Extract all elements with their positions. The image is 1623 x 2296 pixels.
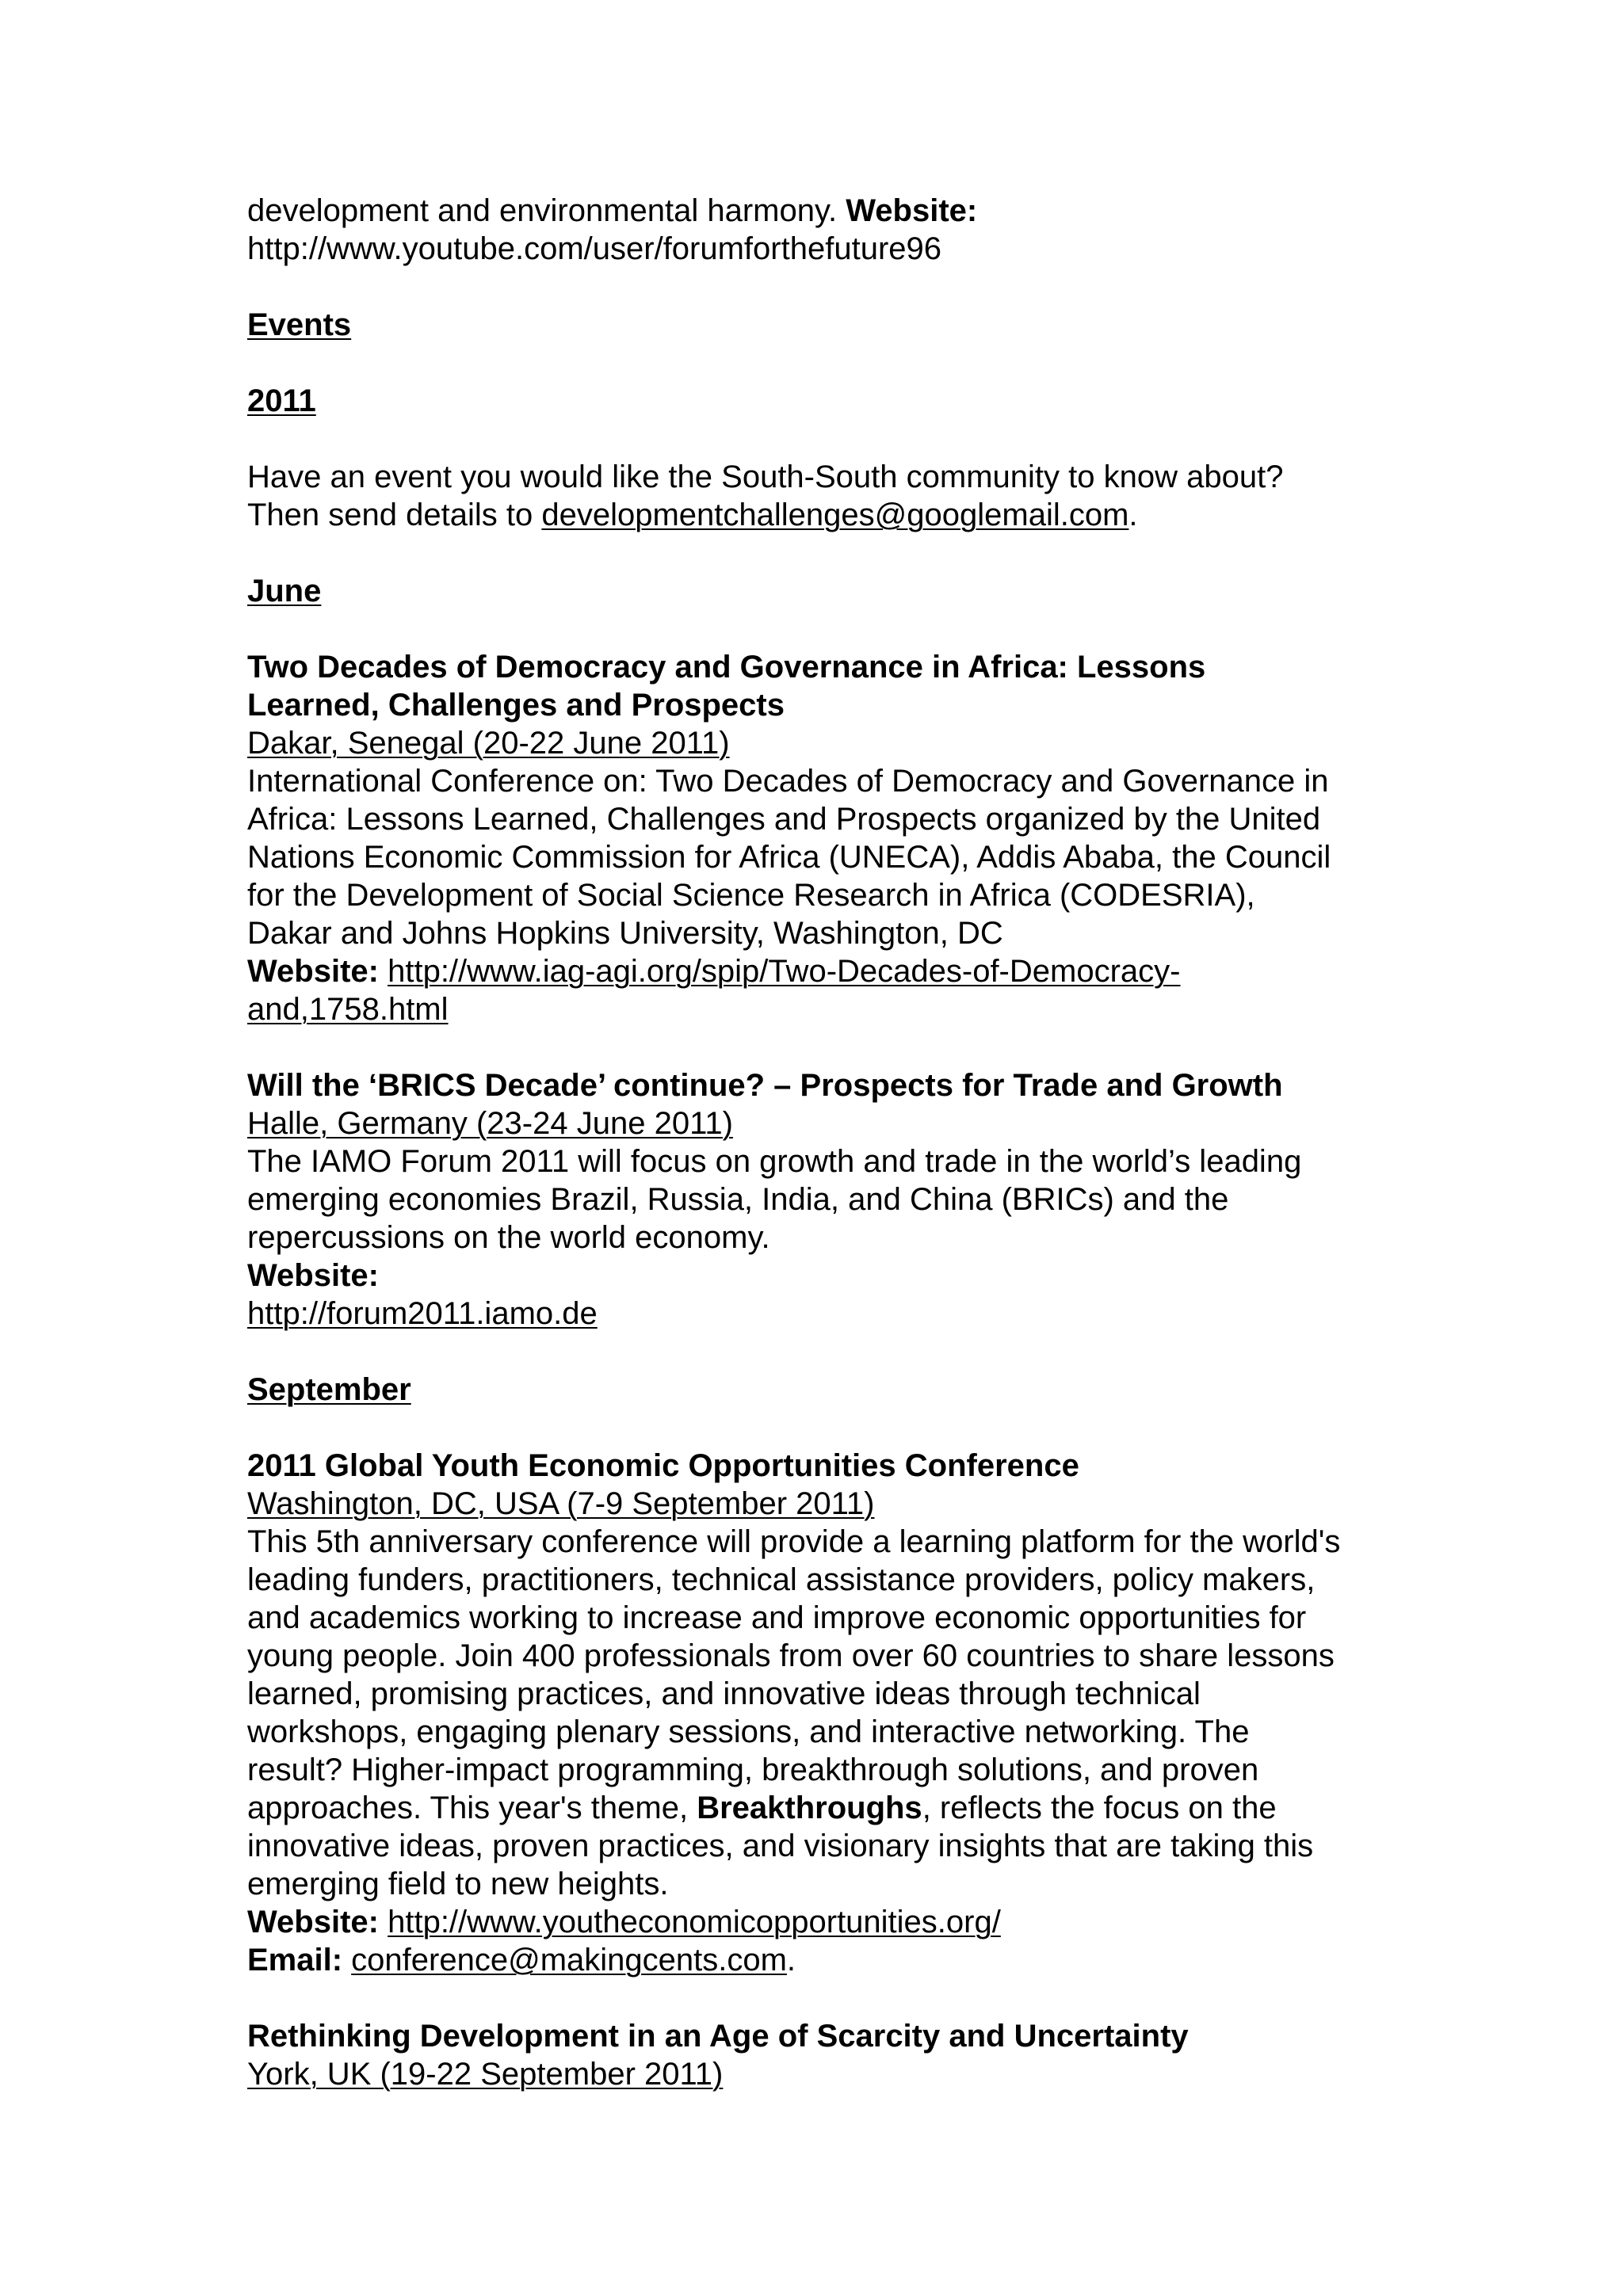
- event-description: International Conference on: Two Decades of Democracy and Governance in: [247, 764, 1329, 799]
- month-heading-june: June: [247, 574, 322, 608]
- intro-line: [247, 192, 1420, 230]
- month-heading-september: September: [247, 1372, 411, 1407]
- intro-text: development and environmental harmony.: [247, 193, 846, 228]
- event-description: and academics working to increase and improve economic opportunities for: [247, 1600, 1307, 1635]
- event-description: The IAMO Forum 2011 will focus on growth and trade in the world’s leading: [247, 1144, 1302, 1179]
- event-title: Rethinking Development in an Age of Scarcity and Uncertainty: [247, 2019, 1189, 2054]
- email-label: Email:: [247, 1943, 343, 1978]
- website-label: Website:: [247, 1258, 379, 1293]
- website-label: Website:: [247, 954, 379, 989]
- event-item: [247, 1447, 1420, 1979]
- intro-website-label: Website:: [846, 193, 978, 228]
- event-description: Africa: Lessons Learned, Challenges and Prospects organized by the United: [247, 802, 1321, 837]
- event-title: Learned, Challenges and Prospects: [247, 688, 785, 723]
- event-description: young people. Join 400 professionals from over 60 countries to share lessons: [247, 1638, 1335, 1673]
- event-theme: Breakthroughs: [697, 1791, 922, 1825]
- event-website-link[interactable]: and,1758.html: [247, 992, 449, 1027]
- call-line-1: Have an event you would like the South-South community to know about?: [247, 460, 1284, 494]
- event-description: workshops, engaging plenary sessions, and interactive networking. The: [247, 1714, 1250, 1749]
- event-website: [247, 1903, 1420, 1941]
- event-description: leading funders, practitioners, technical assistance providers, policy makers,: [247, 1562, 1316, 1597]
- event-description: This 5th anniversary conference will provide a learning platform for the world's: [247, 1524, 1341, 1559]
- year-heading: 2011: [247, 383, 316, 418]
- event-title: 2011 Global Youth Economic Opportunities Conference: [247, 1448, 1079, 1483]
- event-website-link[interactable]: http://www.iag-agi.org/spip/Two-Decades-of-Democracy-: [388, 954, 1181, 989]
- event-description: Dakar and Johns Hopkins University, Washington, DC: [247, 916, 1003, 951]
- event-website: [247, 952, 1420, 990]
- event-email-link[interactable]: conference@makingcents.com: [351, 1943, 787, 1978]
- event-item: [247, 2017, 1420, 2093]
- document-page: [247, 192, 1420, 2093]
- event-description: repercussions on the world economy.: [247, 1220, 770, 1255]
- event-location: Halle, Germany (23-24 June 2011): [247, 1106, 733, 1141]
- event-location: Washington, DC, USA (7-9 September 2011): [247, 1486, 875, 1521]
- event-description: emerging economies Brazil, Russia, India, and China (BRICs) and the: [247, 1182, 1229, 1217]
- call-line-2: Then send details to developmentchallenges@googlemail.com.: [247, 498, 1138, 532]
- event-location: Dakar, Senegal (20-22 June 2011): [247, 726, 730, 761]
- event-location: York, UK (19-22 September 2011): [247, 2057, 724, 2092]
- event-email: Email: conference@makingcents.com.: [247, 1943, 796, 1978]
- event-description: Nations Economic Commission for Africa (UNECA), Addis Ababa, the Council: [247, 840, 1331, 875]
- event-title: Will the ‘BRICS Decade’ continue? – Prospects for Trade and Growth: [247, 1068, 1283, 1103]
- event-website-link[interactable]: http://forum2011.iamo.de: [247, 1296, 598, 1331]
- event-description: result? Higher-impact programming, breakthrough solutions, and proven: [247, 1753, 1259, 1787]
- event-title: Two Decades of Democracy and Governance in Africa: Lessons: [247, 650, 1206, 685]
- event-description: innovative ideas, proven practices, and visionary insights that are taking this: [247, 1829, 1314, 1863]
- event-description: for the Development of Social Science Research in Africa (CODESRIA),: [247, 878, 1255, 913]
- event-theme-line: approaches. This year's theme, Breakthroughs, reflects the focus on the: [247, 1791, 1277, 1825]
- event-item: [247, 648, 1420, 1028]
- events-heading: Events: [247, 307, 352, 342]
- event-description: learned, promising practices, and innovative ideas through technical: [247, 1676, 1201, 1711]
- website-label: Website:: [247, 1905, 379, 1939]
- submission-email-link[interactable]: developmentchallenges@googlemail.com: [541, 498, 1129, 532]
- event-website-link[interactable]: http://www.youtheconomicopportunities.org/: [388, 1905, 1001, 1939]
- event-description: emerging field to new heights.: [247, 1867, 669, 1901]
- event-item: [247, 1066, 1420, 1333]
- intro-url[interactable]: http://www.youtube.com/user/forumforthefuture96: [247, 231, 941, 266]
